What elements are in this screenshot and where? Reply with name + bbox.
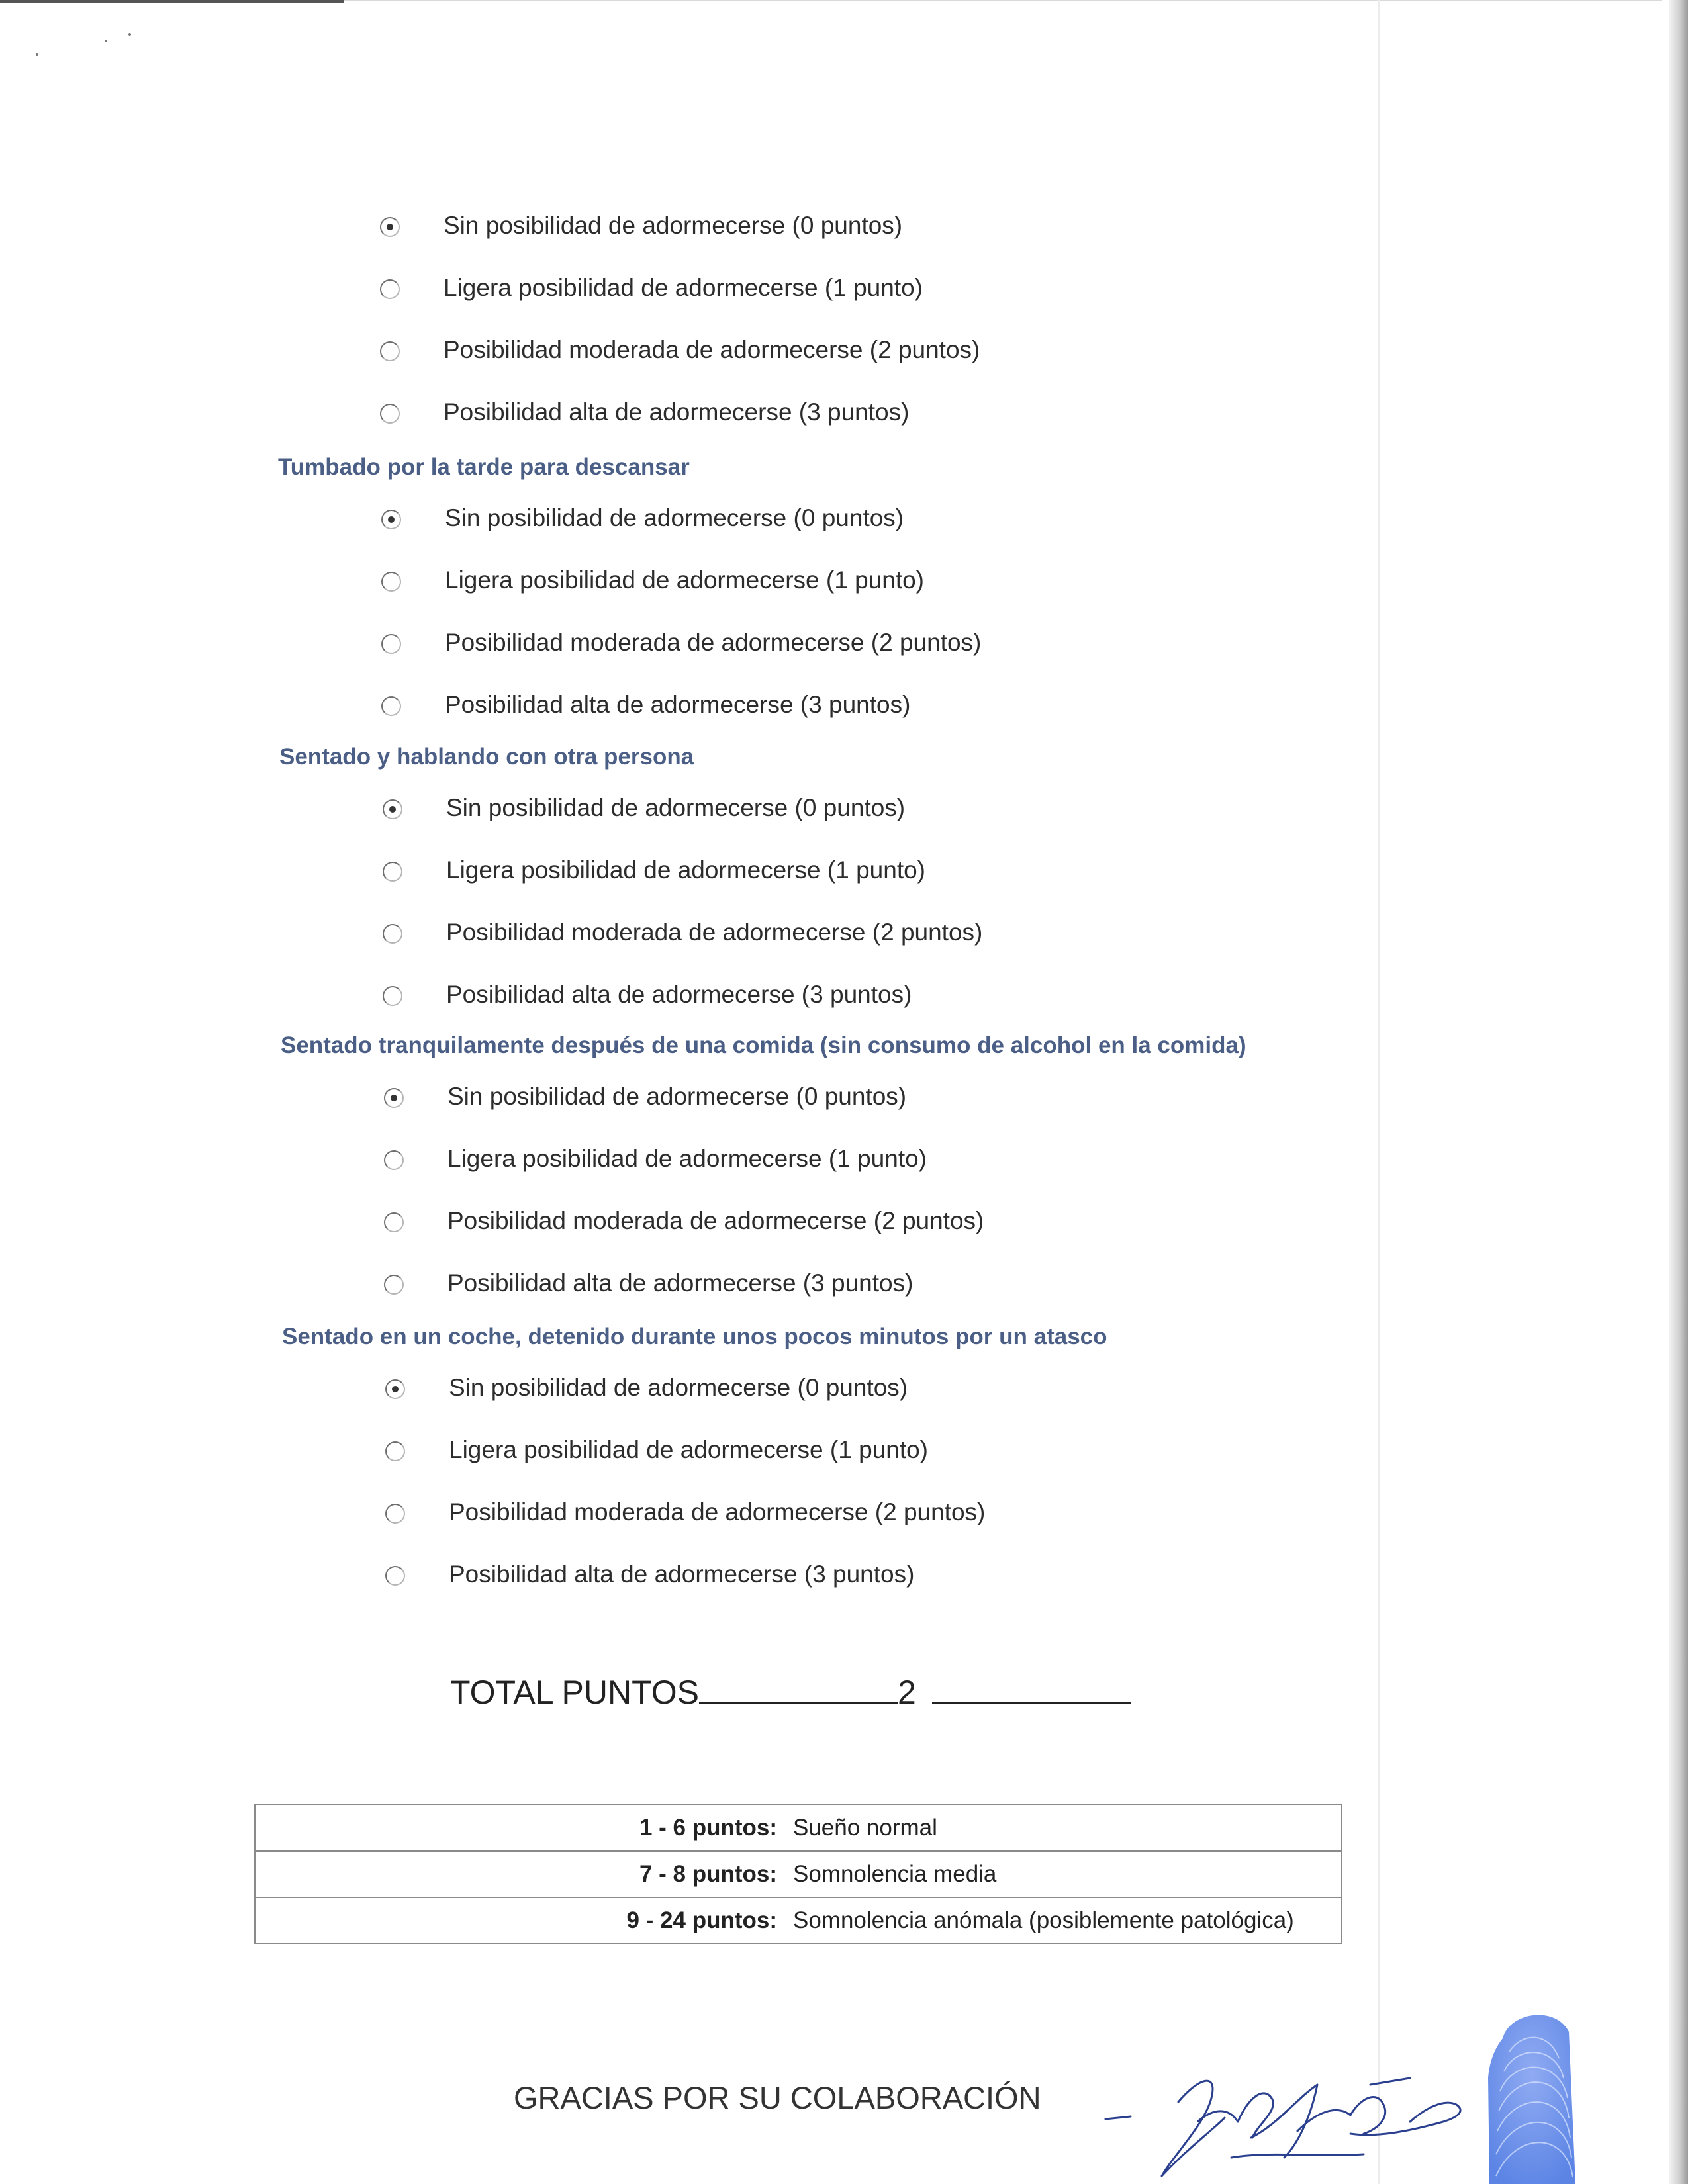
- radio-empty-icon[interactable]: [385, 1566, 405, 1586]
- radio-option-label: Posibilidad alta de adormecerse (3 puntos): [449, 1561, 915, 1588]
- scan-edge-right: [1669, 0, 1688, 2184]
- radio-option-label: Posibilidad moderada de adormecerse (2 puntos): [445, 629, 982, 656]
- radio-option-label: Ligera posibilidad de adormecerse (1 punto): [445, 567, 924, 594]
- thanks-message: GRACIAS POR SU COLABORACIÓN: [514, 2080, 1041, 2115]
- radio-option-label: Posibilidad moderada de adormecerse (2 puntos): [449, 1498, 986, 1525]
- radio-empty-icon[interactable]: [384, 1212, 404, 1232]
- score-description: Somnolencia media: [793, 1851, 1342, 1897]
- radio-empty-icon[interactable]: [381, 696, 401, 716]
- score-range: 1 - 6 puntos:: [255, 1805, 793, 1851]
- radio-option-label: Ligera posibilidad de adormecerse (1 punto): [446, 856, 925, 884]
- radio-empty-icon[interactable]: [383, 986, 402, 1006]
- radio-empty-icon[interactable]: [383, 862, 402, 882]
- radio-selected-icon[interactable]: [384, 1088, 404, 1108]
- total-underline: [699, 1675, 898, 1704]
- signature: [1099, 2058, 1470, 2184]
- radio-selected-icon[interactable]: [381, 510, 401, 529]
- fingerprint-icon: [1476, 1999, 1582, 2184]
- total-label: TOTAL PUNTOS: [450, 1674, 700, 1711]
- radio-empty-icon[interactable]: [383, 924, 402, 944]
- radio-selected-icon[interactable]: [383, 799, 402, 819]
- radio-option-label: Sin posibilidad de adormecerse (0 puntos): [444, 212, 903, 239]
- radio-option-label: Sin posibilidad de adormecerse (0 puntos): [445, 504, 904, 531]
- score-row: [255, 1805, 1342, 1851]
- radio-option-label: Posibilidad moderada de adormecerse (2 puntos): [447, 1207, 984, 1234]
- score-row: [255, 1897, 1342, 1944]
- radio-empty-icon[interactable]: [380, 404, 400, 424]
- scan-edge-top-light: [344, 0, 1662, 1]
- radio-option-label: Posibilidad alta de adormecerse (3 puntos): [444, 398, 910, 426]
- score-range: 7 - 8 puntos:: [255, 1851, 793, 1897]
- radio-option-label: Posibilidad moderada de adormecerse (2 puntos): [446, 919, 983, 946]
- score-description: Somnolencia anómala (posiblemente patológica): [793, 1897, 1342, 1944]
- radio-option-label: Sin posibilidad de adormecerse (0 puntos): [446, 794, 906, 821]
- radio-empty-icon[interactable]: [384, 1275, 404, 1295]
- scan-speck: [36, 53, 38, 56]
- score-row: [255, 1851, 1342, 1897]
- radio-option-label: Posibilidad alta de adormecerse (3 puntos): [447, 1269, 914, 1297]
- total-underline: [932, 1675, 1131, 1704]
- question-heading: Sentado tranquilamente después de una comida (sin consumo de alcohol en la comida): [281, 1032, 1246, 1058]
- score-range: 9 - 24 puntos:: [255, 1897, 793, 1944]
- scan-speck: [128, 33, 131, 36]
- total-value: 2: [898, 1674, 916, 1711]
- radio-option-label: Sin posibilidad de adormecerse (0 puntos): [447, 1083, 907, 1110]
- scan-speck: [105, 40, 107, 42]
- radio-empty-icon[interactable]: [381, 572, 401, 592]
- scan-edge-top: [0, 0, 344, 3]
- radio-option-label: Sin posibilidad de adormecerse (0 puntos): [449, 1374, 908, 1401]
- radio-empty-icon[interactable]: [381, 634, 401, 654]
- radio-option-label: Ligera posibilidad de adormecerse (1 punto): [449, 1436, 928, 1463]
- radio-option-label: Posibilidad moderada de adormecerse (2 puntos): [444, 336, 980, 363]
- radio-empty-icon[interactable]: [385, 1441, 405, 1461]
- radio-empty-icon[interactable]: [384, 1150, 404, 1170]
- radio-empty-icon[interactable]: [385, 1504, 405, 1524]
- radio-option-label: Ligera posibilidad de adormecerse (1 punto): [444, 274, 923, 301]
- score-description: Sueño normal: [793, 1805, 1342, 1851]
- total-points: [450, 1673, 1131, 1711]
- radio-option-label: Posibilidad alta de adormecerse (3 puntos): [445, 691, 911, 718]
- radio-option-label: Posibilidad alta de adormecerse (3 puntos): [446, 981, 912, 1008]
- radio-empty-icon[interactable]: [380, 279, 400, 299]
- score-interpretation-table: [254, 1804, 1342, 1944]
- radio-selected-icon[interactable]: [385, 1379, 405, 1399]
- page-fold-line: [1378, 0, 1380, 2184]
- question-heading: Sentado y hablando con otra persona: [279, 744, 694, 770]
- radio-empty-icon[interactable]: [380, 341, 400, 361]
- radio-option-label: Ligera posibilidad de adormecerse (1 punto): [447, 1145, 927, 1172]
- question-heading: Tumbado por la tarde para descansar: [278, 454, 690, 480]
- question-heading: Sentado en un coche, detenido durante unos pocos minutos por un atasco: [282, 1324, 1107, 1349]
- radio-selected-icon[interactable]: [380, 217, 400, 237]
